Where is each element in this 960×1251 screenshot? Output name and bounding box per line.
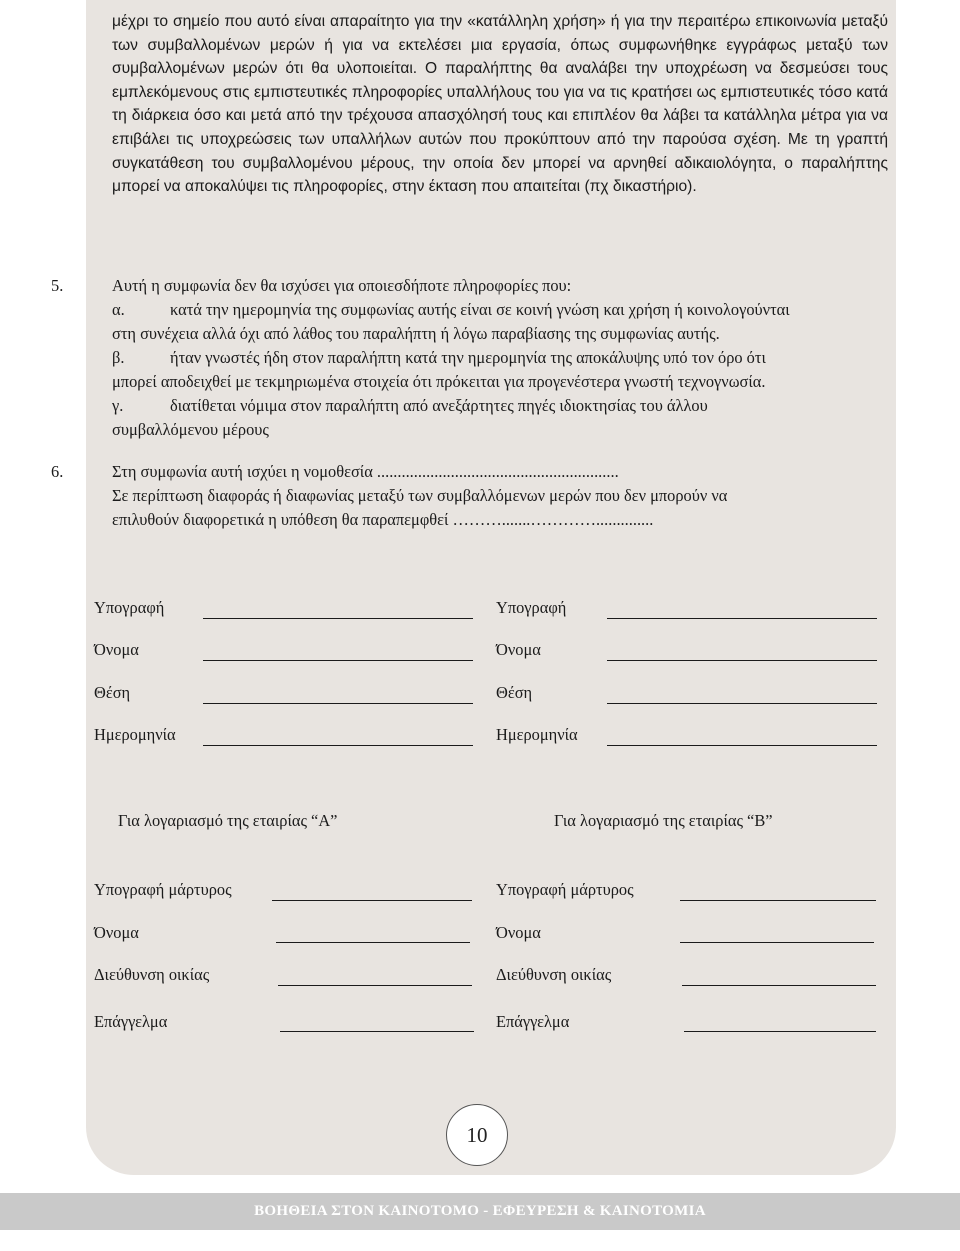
section-6-line-2: Σε περίπτωση διαφοράς ή διαφωνίας μεταξύ των συμβαλλόμενων μερών που δεν μπορούν να bbox=[112, 486, 728, 505]
date-line[interactable] bbox=[607, 745, 877, 746]
position-line[interactable] bbox=[607, 703, 877, 704]
section-5-item-b-cont: μπορεί αποδειχθεί με τεκμηριωμένα στοιχεία ότι πρόκειται για προγενέστερα γνωστή τεχνογνωσία. bbox=[112, 372, 766, 391]
confidentiality-paragraph: μέχρι το σημείο που αυτό είναι απαραίτητο για την «κατάλληλη χρήση» ή για την περαιτέρω επικοινωνία μεταξύ των συμβαλλομένων μερών ή για να εκτελέσει μια εργασία, όπως συμφωνήθηκε εγγράφως μεταξύ των συμβαλλομένων μερών ότι θα υλοποιείται. Ο παραλήπτης θα αναλάβει την υποχρέωση να δεσμεύσει τους εμπλεκόμενους στις εμπιστευτικές πληροφορίες υπαλλήλους του για να τις κρατήσει ως εμπιστευτικές τόσο κατά τη διάρκεια όσο και μετά από την τρέχουσα απασχόλησή τους και επιπλέον θα λάβει τα κατάλληλα μέτρα για να επιβάλει τις υποχρεώσεις των υπαλλήλων αυτών που προκύπτουν από την παρούσα σχέση. Με τη γραπτή συγκατάθεση του συμβαλλομένου μέρους, την οποία δεν μπορεί να αρνηθεί αδικαιολόγητα, ο παραλήπτης μπορεί να αποκαλύψει τις πληροφορίες, στην έκταση που απαιτείται (πχ δικαστήριο). bbox=[112, 13, 888, 196]
witness-name-label: Όνομα bbox=[496, 923, 541, 942]
name-label: Όνομα bbox=[94, 640, 139, 659]
section-5-item-a-cont: στη συνέχεια αλλά όχι από λάθος του παραλήπτη ή λόγω παραβίασης της συμφωνίας αυτής. bbox=[112, 324, 720, 343]
date-line[interactable] bbox=[203, 745, 473, 746]
witness-address-label: Διεύθυνση οικίας bbox=[94, 965, 210, 984]
item-label: γ. bbox=[112, 396, 124, 415]
position-label: Θέση bbox=[94, 683, 131, 702]
name-line[interactable] bbox=[203, 660, 473, 661]
item-text: ήταν γνωστές ήδη στον παραλήπτη κατά την ημερομηνία της αποκάλυψης υπό τον όρο ότι bbox=[170, 348, 766, 367]
witness-signature-line[interactable] bbox=[272, 900, 472, 901]
item-text: διατίθεται νόμιμα στον παραλήπτη από ανεξάρτητες πηγές ιδιοκτησίας του άλλου bbox=[170, 396, 708, 415]
name-line[interactable] bbox=[607, 660, 877, 661]
witness-address-line[interactable] bbox=[278, 985, 472, 986]
section-5-item-c bbox=[112, 394, 708, 418]
witness-signature-label: Υπογραφή μάρτυρος bbox=[94, 880, 232, 899]
section-5-item-b bbox=[112, 346, 766, 370]
footer-banner: ΒΟΗΘΕΙΑ ΣΤΟΝ ΚΑΙΝΟΤΟΜΟ - ΕΦΕΥΡΕΣΗ & ΚΑΙΝΟΤΟΜΙΑ bbox=[0, 1193, 960, 1230]
witness-occupation-label: Επάγγελμα bbox=[496, 1012, 570, 1031]
witness-name-line[interactable] bbox=[680, 942, 874, 943]
signature-label: Υπογραφή bbox=[496, 598, 567, 617]
item-label: α. bbox=[112, 300, 125, 319]
name-label: Όνομα bbox=[496, 640, 541, 659]
date-label: Ημερομηνία bbox=[94, 725, 176, 744]
witness-signature-line[interactable] bbox=[680, 900, 876, 901]
witness-occupation-line[interactable] bbox=[280, 1031, 474, 1032]
section-5-item-c-cont: συμβαλλόμενου μέρους bbox=[112, 420, 269, 439]
item-label: β. bbox=[112, 348, 125, 367]
witness-signature-label: Υπογραφή μάρτυρος bbox=[496, 880, 634, 899]
witness-name-line[interactable] bbox=[276, 942, 470, 943]
witness-address-line[interactable] bbox=[682, 985, 876, 986]
signature-line[interactable] bbox=[607, 618, 877, 619]
company-a-caption: Για λογαριασμό της εταιρίας “Α” bbox=[118, 811, 338, 830]
witness-address-label: Διεύθυνση οικίας bbox=[496, 965, 612, 984]
company-b-caption: Για λογαριασμό της εταιρίας “Β” bbox=[554, 811, 773, 830]
signature-line[interactable] bbox=[203, 618, 473, 619]
witness-name-label: Όνομα bbox=[94, 923, 139, 942]
page-number: 10 bbox=[446, 1104, 508, 1166]
witness-occupation-line[interactable] bbox=[684, 1031, 876, 1032]
witness-occupation-label: Επάγγελμα bbox=[94, 1012, 168, 1031]
date-label: Ημερομηνία bbox=[496, 725, 578, 744]
position-label: Θέση bbox=[496, 683, 533, 702]
section-6-line-1: Στη συμφωνία αυτή ισχύει η νομοθεσία ........................................................... bbox=[112, 462, 619, 481]
section-6-line-3: επιλυθούν διαφορετικά η υπόθεση θα παραπεμφθεί ……….......………….............. bbox=[112, 510, 654, 529]
section-5-heading: Αυτή η συμφωνία δεν θα ισχύσει για οποιεσδήποτε πληροφορίες που: bbox=[112, 276, 572, 295]
section-5-number: 5. bbox=[51, 276, 64, 295]
section-6-number: 6. bbox=[51, 462, 64, 481]
item-text: κατά την ημερομηνία της συμφωνίας αυτής είναι σε κοινή γνώση και χρήση ή κοινολογούνται bbox=[170, 300, 790, 319]
position-line[interactable] bbox=[203, 703, 473, 704]
section-5-item-a bbox=[112, 298, 790, 322]
signature-label: Υπογραφή bbox=[94, 598, 165, 617]
